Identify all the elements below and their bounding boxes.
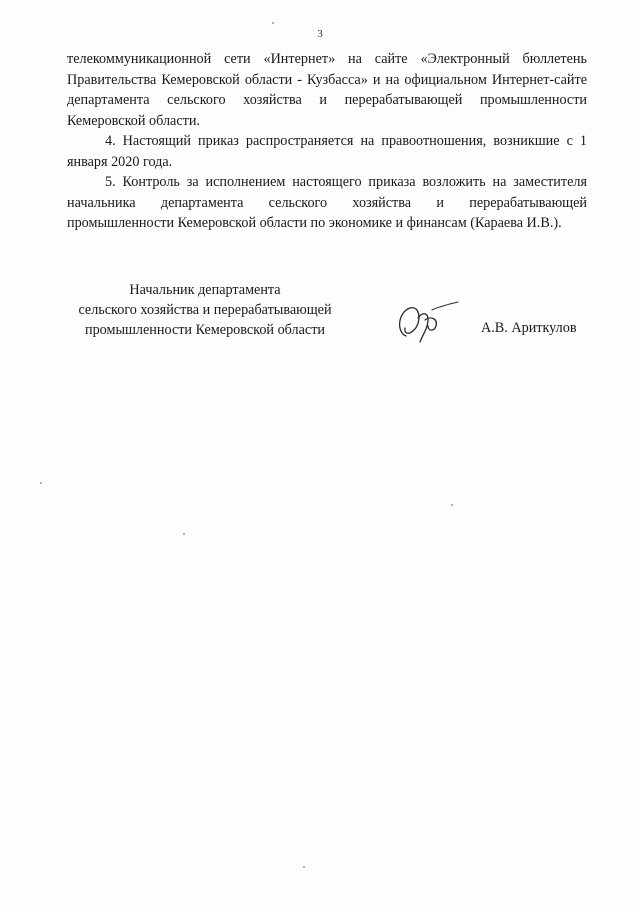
scan-speck xyxy=(272,22,274,24)
page-number: 3 xyxy=(317,28,323,40)
scan-speck xyxy=(183,533,185,535)
signatory-title-line: сельского хозяйства и перерабатывающей xyxy=(78,302,332,318)
scan-speck xyxy=(303,866,305,868)
signatory-title-line: промышленности Кемеровской области xyxy=(84,322,325,338)
paragraph-5: 5. Контроль за исполнением настоящего приказа возложить на заместителя начальника департамента сельского хозяйства и перерабатывающей промышленности Кемеровской области по экономике и финансам (Караева И.В.). xyxy=(67,174,587,231)
signatory-name: А.В. Ариткулов xyxy=(481,320,577,336)
scan-speck xyxy=(451,504,453,506)
signatory-title-line: Начальник департамента xyxy=(129,282,281,298)
signatory-title xyxy=(60,280,350,340)
handwritten-signature xyxy=(392,298,462,344)
paragraph-continuation: телекоммуникационной сети «Интернет» на сайте «Электронный бюллетень Правительства Кемеровской области - Кузбасса» и на официальном Интернет-сайте департамента сельского хозяйства и перерабатывающей промышленности Кемеровской области. xyxy=(67,51,587,129)
scan-speck xyxy=(40,482,42,484)
paragraph-4: 4. Настоящий приказ распространяется на правоотношения, возникшие с 1 января 2020 года. xyxy=(67,133,587,170)
document-body xyxy=(67,49,587,234)
